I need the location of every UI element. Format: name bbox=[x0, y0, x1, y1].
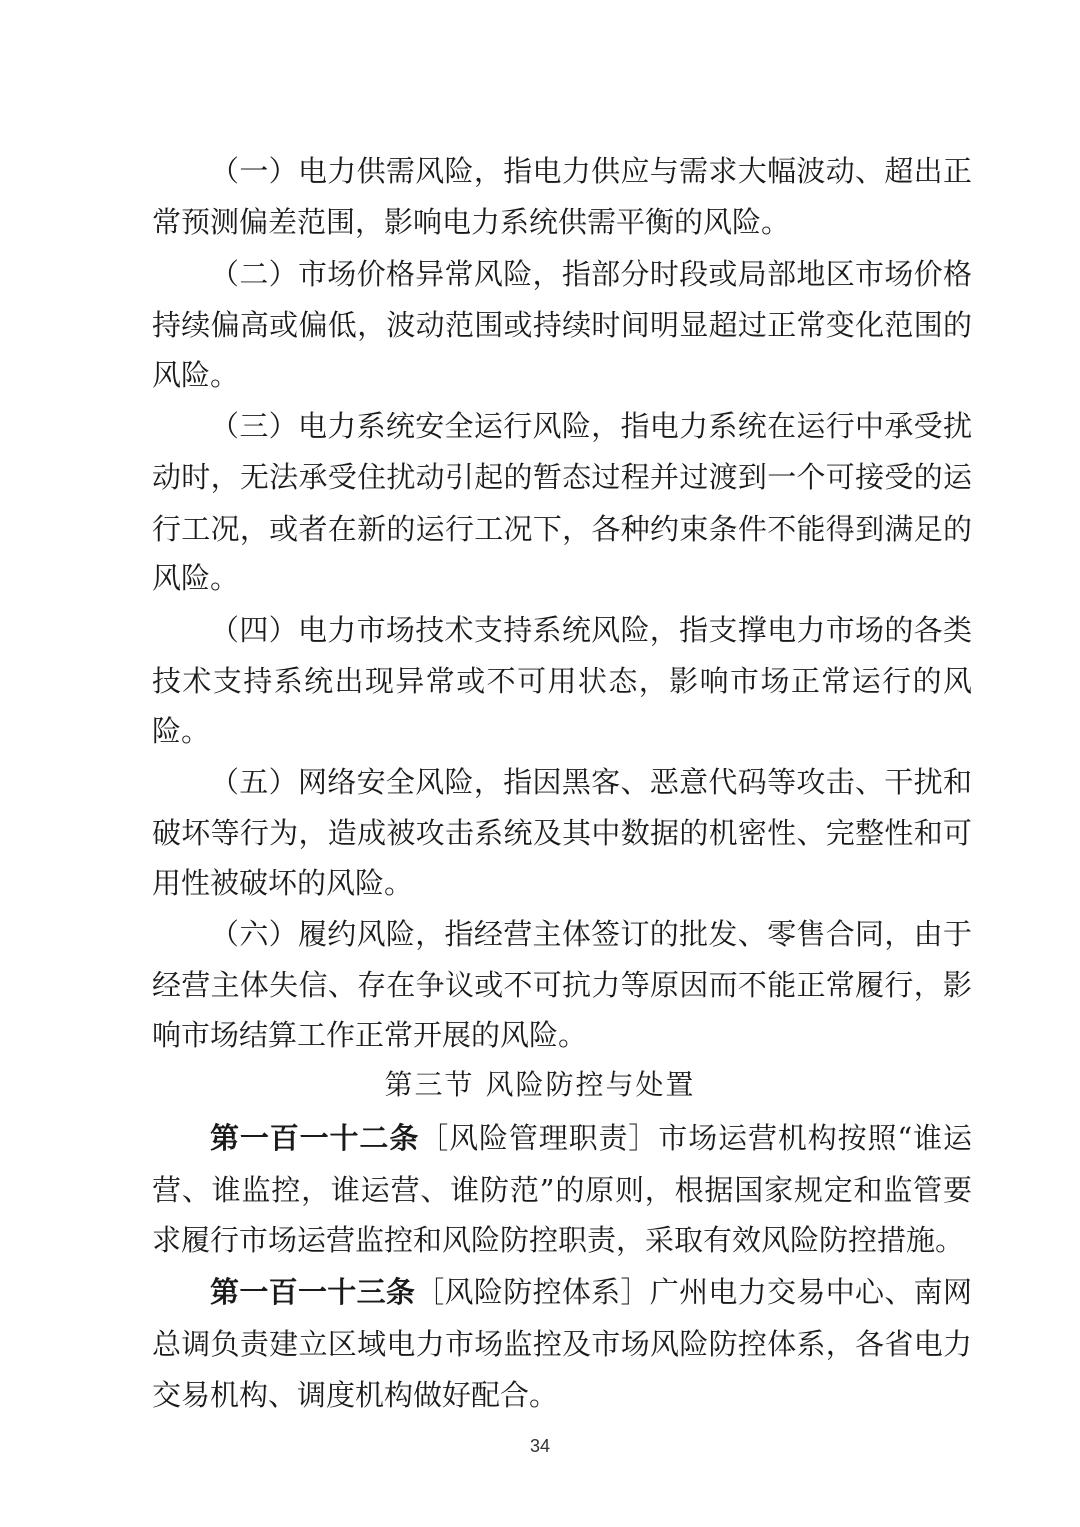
article-113-line-1 bbox=[210, 1266, 972, 1318]
risk-item-3-line-1: （三）电力系统安全运行风险，指电力系统在运行中承受扰 bbox=[210, 409, 972, 443]
risk-item-1-line-1: （一）电力供需风险，指电力供应与需求大幅波动、超出正 bbox=[210, 154, 972, 188]
page-number: 34 bbox=[529, 1436, 551, 1456]
risk-item-6-line-3: 响市场结算工作正常开展的风险。 bbox=[152, 1018, 588, 1052]
section-heading: 第三节 风险防控与处置 bbox=[384, 1068, 696, 1101]
risk-item-3-line-3: 行工况，或者在新的运行工况下，各种约束条件不能得到满足的 bbox=[152, 512, 972, 546]
risk-item-2-line-3: 风险。 bbox=[152, 358, 240, 392]
risk-item-6-line-1: （六）履约风险，指经营主体签订的批发、零售合同，由于 bbox=[210, 917, 972, 951]
article-113-number: 第一百一十三条 bbox=[210, 1275, 416, 1309]
article-112-line-1 bbox=[210, 1112, 972, 1164]
article-113-line-2: 总调负责建立区域电力市场监控及市场风险防控体系，各省电力 bbox=[152, 1327, 972, 1361]
risk-item-4-line-2: 技术支持系统出现异常或不可用状态，影响市场正常运行的风 bbox=[152, 664, 972, 698]
risk-item-5-line-2: 破坏等行为，造成被攻击系统及其中数据的机密性、完整性和可 bbox=[152, 816, 972, 850]
article-112-number: 第一百一十二条 bbox=[210, 1121, 420, 1155]
risk-item-3-line-4: 风险。 bbox=[152, 561, 240, 595]
risk-item-1-line-2: 常预测偏差范围，影响电力系统供需平衡的风险。 bbox=[152, 205, 791, 239]
risk-item-5-line-1: （五）网络安全风险，指因黑客、恶意代码等攻击、干扰和 bbox=[210, 765, 972, 799]
risk-item-6-line-2: 经营主体失信、存在争议或不可抗力等原因而不能正常履行，影 bbox=[152, 968, 972, 1002]
article-112-text: ［风险管理职责］市场运营机构按照“谁运 bbox=[419, 1121, 972, 1155]
risk-item-2-line-2: 持续偏高或偏低，波动范围或持续时间明显超过正常变化范围的 bbox=[152, 308, 972, 342]
risk-item-3-line-2: 动时，无法承受住扰动引起的暂态过程并过渡到一个可接受的运 bbox=[152, 460, 972, 494]
risk-item-4-line-1: （四）电力市场技术支持系统风险，指支撑电力市场的各类 bbox=[210, 613, 972, 647]
risk-item-5-line-3: 用性被破坏的风险。 bbox=[152, 866, 414, 900]
article-112-line-2: 营、谁监控，谁运营、谁防范”的原则，根据国家规定和监管要 bbox=[152, 1173, 972, 1207]
risk-item-4-line-3: 险。 bbox=[152, 714, 211, 748]
article-113-text: ［风险防控体系］广州电力交易中心、南网 bbox=[415, 1275, 972, 1309]
article-113-line-3: 交易机构、调度机构做好配合。 bbox=[152, 1378, 559, 1412]
risk-item-2-line-1: （二）市场价格异常风险，指部分时段或局部地区市场价格 bbox=[210, 257, 972, 291]
article-112-line-3: 求履行市场运营监控和风险防控职责，采取有效风险防控措施。 bbox=[152, 1223, 965, 1257]
